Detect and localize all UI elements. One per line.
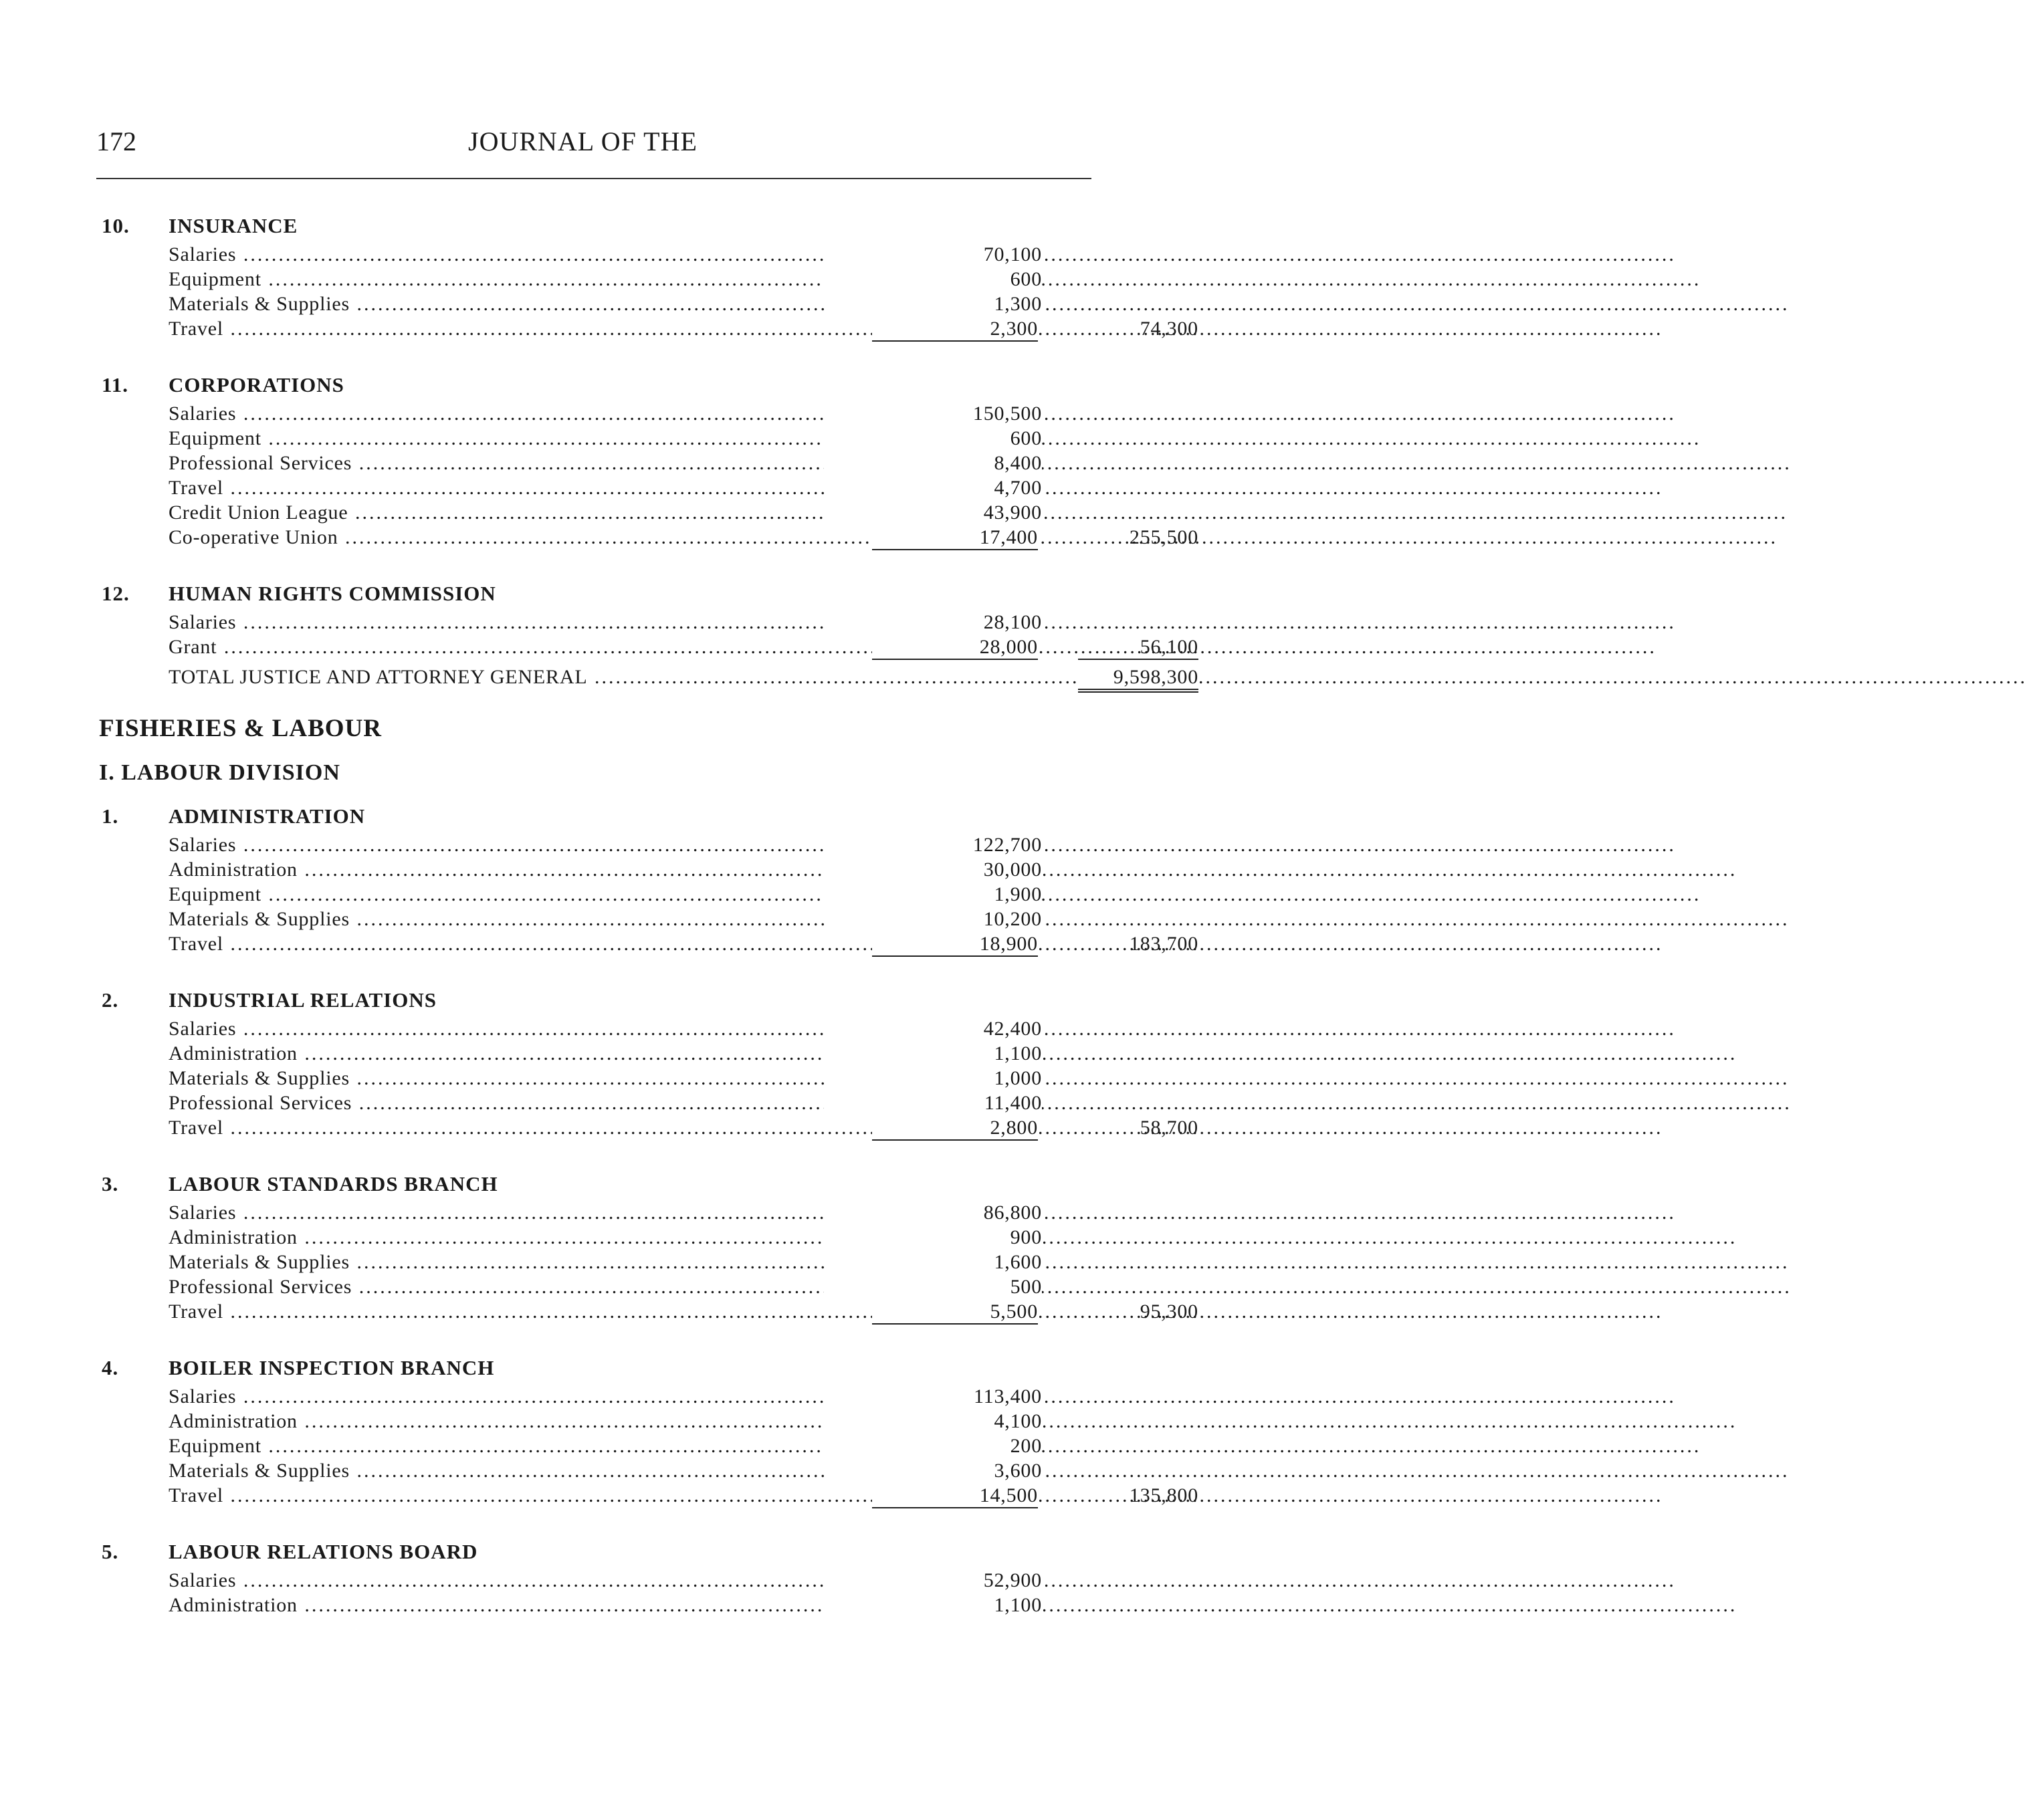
line-item-amount: 113,400: [824, 1385, 1042, 1408]
line-item: [102, 1410, 1098, 1435]
line-item-amount: 1,000: [824, 1067, 1042, 1090]
section-title: CORPORATIONS: [169, 373, 344, 396]
line-item: [102, 1484, 1198, 1509]
line-item-description: Travel .....: [169, 1117, 864, 1139]
line-item-description: Professional Services .....: [169, 1276, 864, 1298]
line-item-amount: 42,400: [824, 1018, 1042, 1040]
section-total: 56,100: [1078, 636, 1198, 660]
line-item-description: Salaries .....: [169, 611, 864, 634]
line-item-amount: 28,000: [872, 636, 1038, 660]
line-item: [102, 427, 1098, 452]
top-sections: [102, 214, 1198, 661]
section-number: 4.: [102, 1356, 119, 1379]
line-item: [102, 1435, 1098, 1460]
line-item: [102, 243, 1098, 268]
line-item: [102, 883, 1098, 908]
line-item-description: Administration .....: [169, 1042, 864, 1065]
section-title: INSURANCE: [169, 214, 298, 237]
line-item-description: Travel .....: [169, 1300, 864, 1323]
line-item-description: Salaries .....: [169, 1202, 864, 1224]
department-heading: FISHERIES & LABOUR: [99, 715, 383, 742]
line-item-description: Administration .....: [169, 859, 864, 881]
line-item-description: Travel .....: [169, 933, 864, 955]
section-1: [102, 373, 1198, 551]
line-item-amount: 2,300: [872, 318, 1038, 342]
line-item: [102, 403, 1098, 427]
section-3: [102, 1356, 1198, 1509]
line-item-amount: 2,800: [872, 1117, 1038, 1141]
line-item-amount: 11,400: [824, 1092, 1042, 1115]
line-item: [102, 1018, 1098, 1042]
section-0: [102, 804, 1198, 957]
line-item-description: Salaries .....: [169, 1385, 864, 1408]
line-item: [102, 268, 1098, 293]
line-item: [102, 1385, 1098, 1410]
grand-total-line: [102, 666, 1198, 695]
line-item: [102, 1202, 1098, 1226]
section-number: 3.: [102, 1172, 119, 1196]
line-item-description: Materials & Supplies .....: [169, 1251, 864, 1274]
section-heading: [102, 1540, 1098, 1569]
line-item: [102, 859, 1098, 883]
line-item-description: Equipment .....: [169, 883, 864, 906]
line-item-amount: 1,900: [824, 883, 1042, 906]
line-item-description: Materials & Supplies .....: [169, 1460, 864, 1482]
section-total: 74,300: [1140, 318, 1198, 340]
line-item-description: Administration .....: [169, 1594, 864, 1617]
line-item-description: Salaries .....: [169, 1569, 864, 1592]
section-number: 5.: [102, 1540, 119, 1563]
section-title: ADMINISTRATION: [169, 804, 366, 828]
line-item-amount: 10,200: [824, 908, 1042, 931]
section-1: [102, 988, 1198, 1141]
section-title: LABOUR STANDARDS BRANCH: [169, 1172, 498, 1196]
section-title: HUMAN RIGHTS COMMISSION: [169, 582, 496, 605]
line-item-amount: 4,700: [824, 477, 1042, 499]
line-item: [102, 611, 1098, 636]
line-item: [102, 293, 1098, 318]
section-total: 135,800: [1129, 1484, 1198, 1506]
line-item-amount: 17,400: [872, 526, 1038, 550]
line-item: [102, 1092, 1098, 1117]
section-number: 10.: [102, 214, 130, 237]
line-item-description: Materials & Supplies .....: [169, 1067, 864, 1090]
line-item: [102, 1067, 1098, 1092]
line-item: [102, 1276, 1098, 1300]
line-item-amount: 122,700: [824, 834, 1042, 857]
line-item-description: Grant .....: [169, 636, 864, 659]
section-heading: [102, 582, 1098, 611]
bottom-sections: [102, 804, 1198, 1619]
section-heading: [102, 214, 1098, 243]
line-item: [102, 452, 1098, 477]
section-title: BOILER INSPECTION BRANCH: [169, 1356, 495, 1379]
line-item-description: Professional Services .....: [169, 1092, 864, 1115]
line-item-description: Salaries .....: [169, 243, 864, 266]
line-item-description: Salaries .....: [169, 834, 864, 857]
line-item: [102, 1117, 1198, 1141]
line-item-description: Travel .....: [169, 477, 864, 499]
line-item-amount: 5,500: [872, 1300, 1038, 1325]
line-item-description: Professional Services .....: [169, 452, 864, 475]
line-item-description: Materials & Supplies .....: [169, 293, 864, 316]
section-total: 58,700: [1140, 1117, 1198, 1139]
line-item-amount: 8,400: [824, 452, 1042, 475]
section-heading: [102, 804, 1098, 834]
section-0: [102, 214, 1198, 342]
line-item-amount: 86,800: [824, 1202, 1042, 1224]
line-item-description: Equipment .....: [169, 268, 864, 291]
line-item-amount: 52,900: [824, 1569, 1042, 1592]
line-item-amount: 1,300: [824, 293, 1042, 316]
page-number: 172: [96, 126, 136, 156]
line-item: [102, 1594, 1098, 1619]
line-item-description: Administration .....: [169, 1410, 864, 1433]
line-item-amount: 1,100: [824, 1594, 1042, 1617]
line-item-amount: 600: [824, 268, 1042, 291]
line-item: [102, 1226, 1098, 1251]
section-2: [102, 1172, 1198, 1325]
line-item: [102, 834, 1098, 859]
division-heading: I. LABOUR DIVISION: [99, 760, 340, 785]
line-item-description: Administration .....: [169, 1226, 864, 1249]
section-4: [102, 1540, 1098, 1619]
line-item-amount: 3,600: [824, 1460, 1042, 1482]
line-item: [102, 636, 1198, 661]
line-item: [102, 1569, 1098, 1594]
line-item-amount: 43,900: [824, 501, 1042, 524]
line-item-amount: 1,600: [824, 1251, 1042, 1274]
grand-total-label: TOTAL JUSTICE AND ATTORNEY GENERAL .....: [169, 666, 1038, 689]
line-item-amount: 200: [824, 1435, 1042, 1458]
estimates-content: [99, 214, 1198, 1650]
section-heading: [102, 1356, 1098, 1385]
line-item-description: Travel .....: [169, 318, 864, 340]
line-item-amount: 14,500: [872, 1484, 1038, 1508]
line-item-amount: 1,100: [824, 1042, 1042, 1065]
section-total: 255,500: [1129, 526, 1198, 548]
section-total: 183,700: [1129, 933, 1198, 955]
line-item-description: Materials & Supplies .....: [169, 908, 864, 931]
line-item: [102, 1251, 1098, 1276]
section-heading: [102, 1172, 1098, 1202]
grand-total-amount: 9,598,300: [1078, 666, 1198, 693]
section-number: 12.: [102, 582, 130, 605]
line-item-amount: 4,100: [824, 1410, 1042, 1433]
line-item-amount: 600: [824, 427, 1042, 450]
section-heading: [102, 988, 1098, 1018]
line-item-description: Salaries .....: [169, 403, 864, 425]
line-item: [102, 318, 1198, 342]
line-item-amount: 70,100: [824, 243, 1042, 266]
line-item-description: Travel .....: [169, 1484, 864, 1507]
line-item: [102, 933, 1198, 957]
section-number: 11.: [102, 373, 129, 396]
line-item: [102, 526, 1198, 551]
section-title: INDUSTRIAL RELATIONS: [169, 988, 437, 1012]
line-item: [102, 1300, 1198, 1325]
line-item-amount: 150,500: [824, 403, 1042, 425]
line-item-amount: 500: [824, 1276, 1042, 1298]
line-item-amount: 18,900: [872, 933, 1038, 957]
line-item-description: Equipment .....: [169, 1435, 864, 1458]
line-item: [102, 908, 1098, 933]
line-item-amount: 30,000: [824, 859, 1042, 881]
line-item: [102, 501, 1098, 526]
section-2: [102, 582, 1198, 661]
line-item-description: Co-operative Union .....: [169, 526, 864, 549]
line-item-description: Salaries .....: [169, 1018, 864, 1040]
line-item-amount: 900: [824, 1226, 1042, 1249]
section-total: 95,300: [1140, 1300, 1198, 1323]
line-item-description: Credit Union League .....: [169, 501, 864, 524]
running-head: JOURNAL OF THE: [468, 126, 698, 156]
section-title: LABOUR RELATIONS BOARD: [169, 1540, 478, 1563]
line-item-amount: 28,100: [824, 611, 1042, 634]
line-item-description: Equipment .....: [169, 427, 864, 450]
section-heading: [102, 373, 1098, 403]
line-item: [102, 477, 1098, 501]
section-number: 1.: [102, 804, 119, 828]
line-item: [102, 1042, 1098, 1067]
section-number: 2.: [102, 988, 119, 1012]
line-item: [102, 1460, 1098, 1484]
header-rule: [96, 178, 1091, 179]
